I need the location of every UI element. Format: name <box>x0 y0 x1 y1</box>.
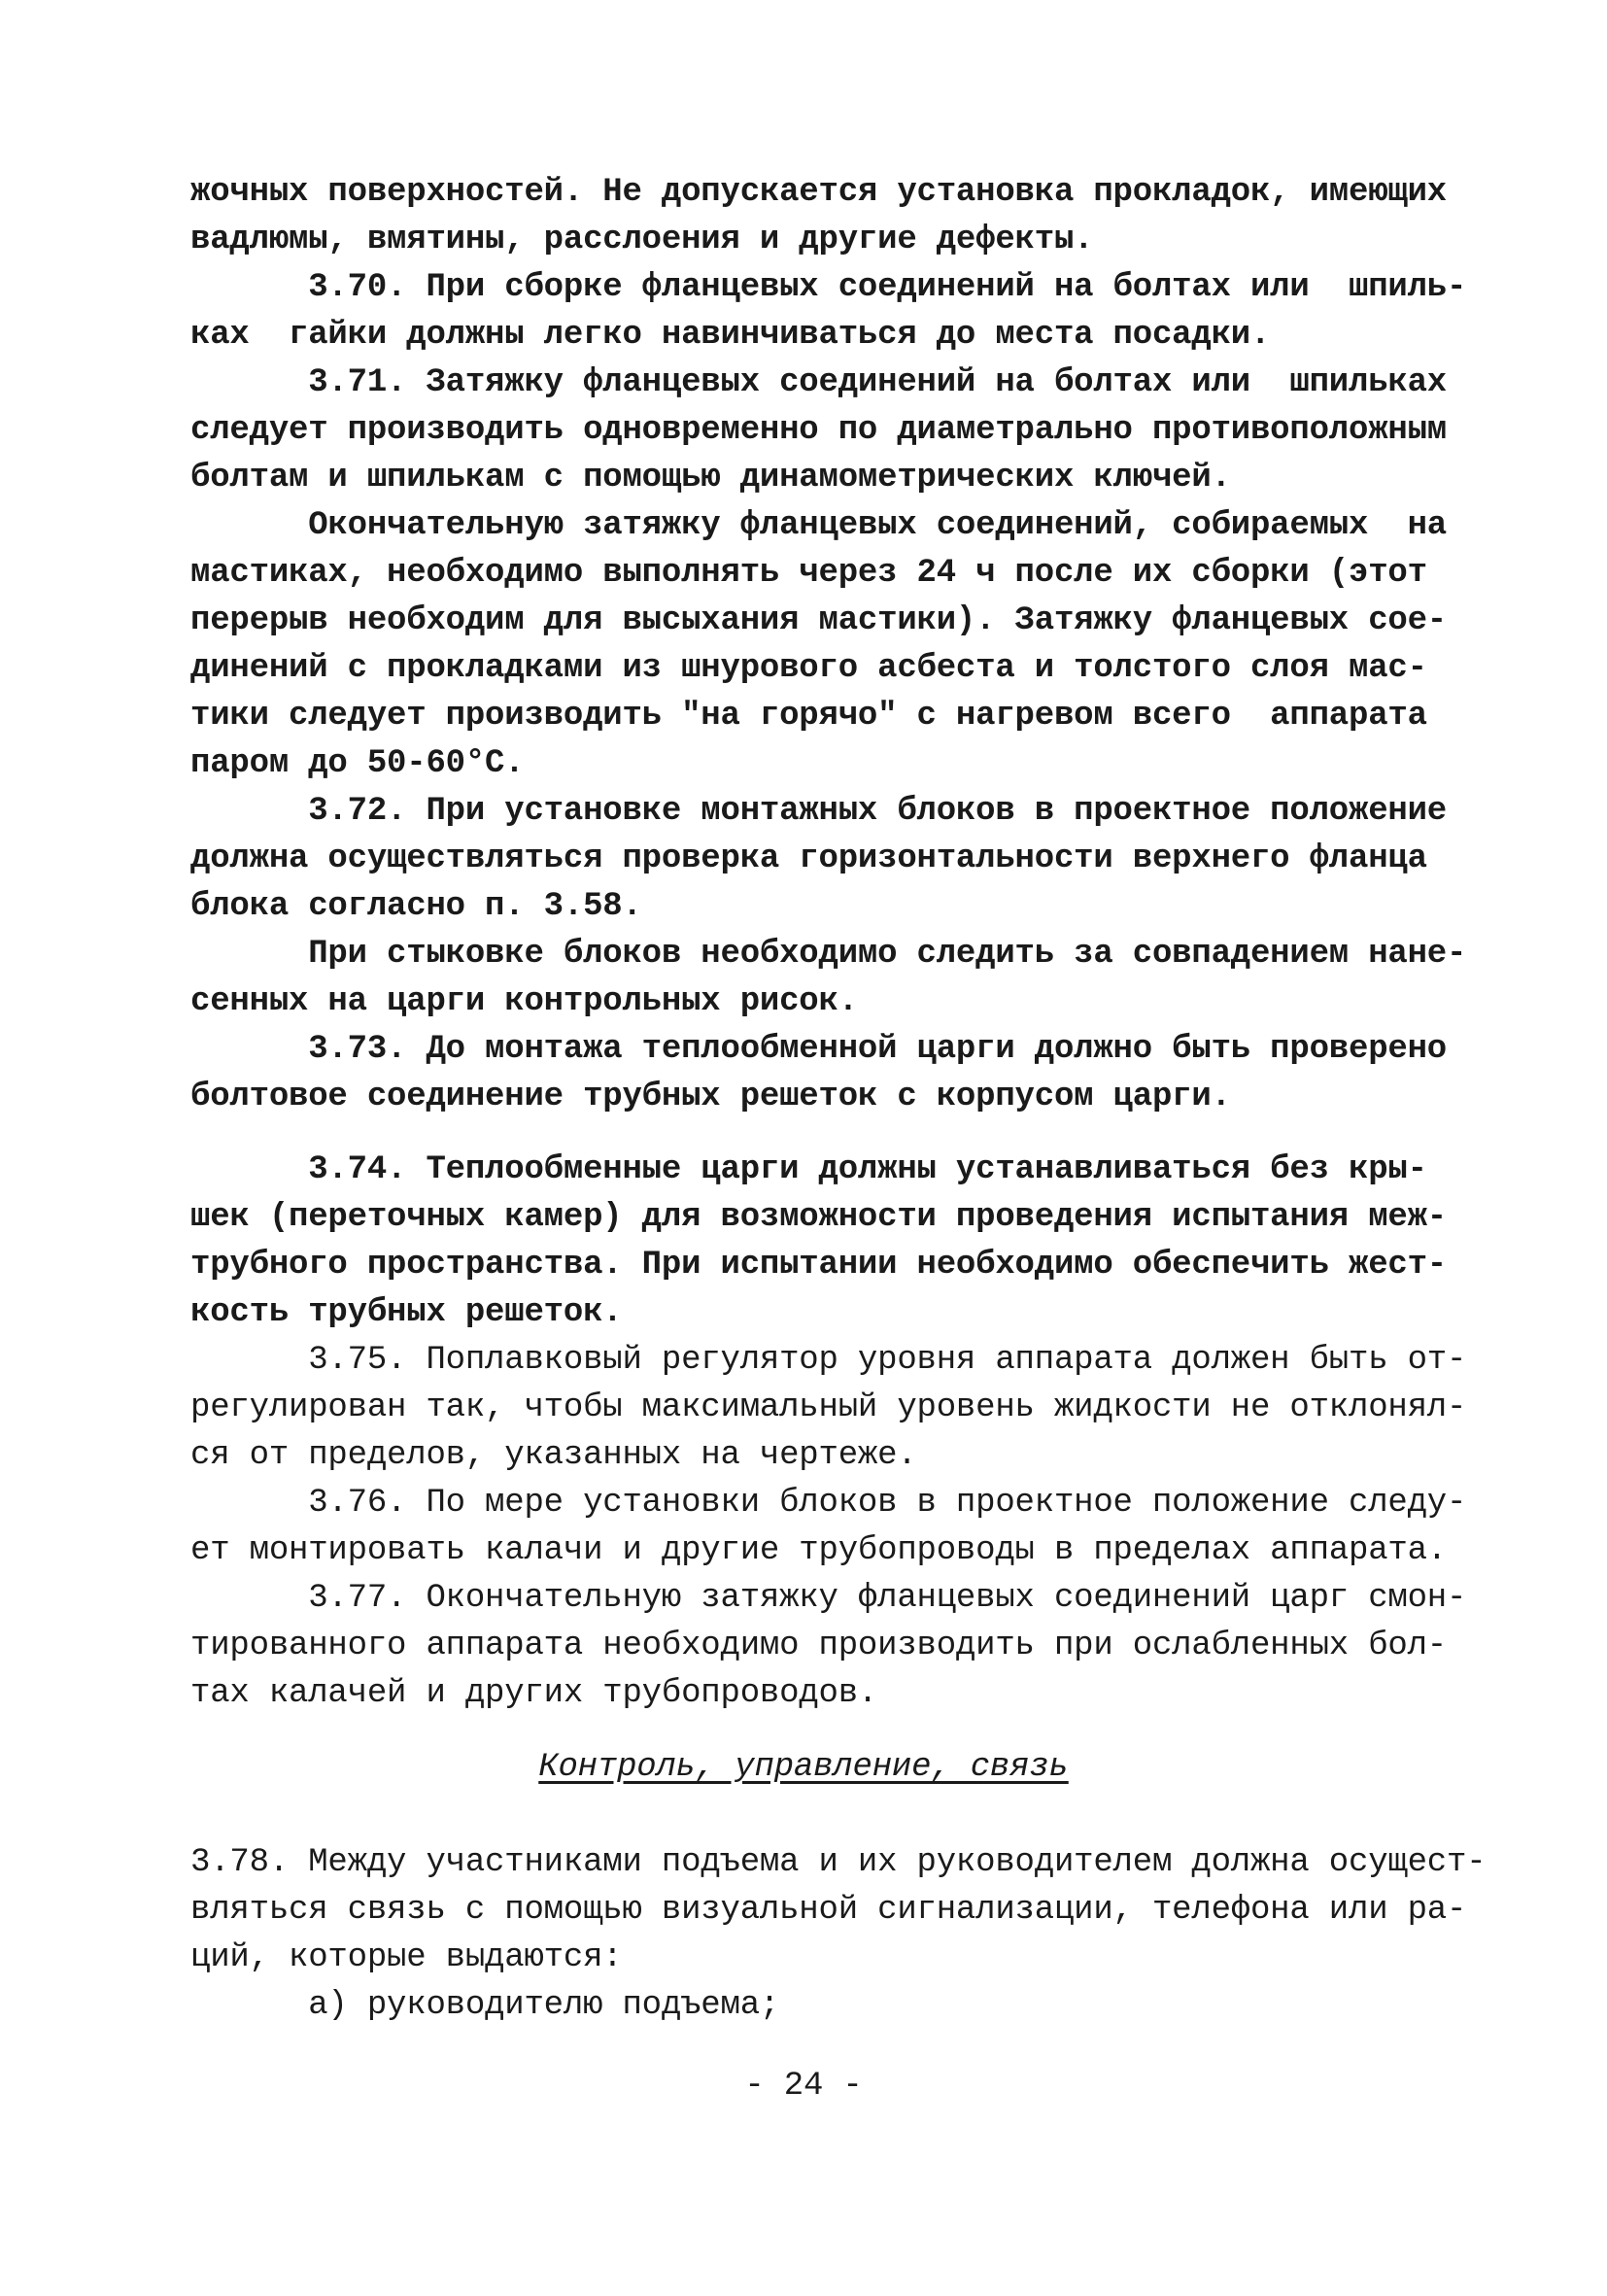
text-line: 3.72. При установке монтажных блоков в проектное положение <box>190 793 1448 830</box>
text-line: 3.78. Между участниками подъема и их руководителем должна осущест- <box>190 1844 1487 1881</box>
text-line: перерыв необходим для высыхания мастики). Затяжку фланцевых сое- <box>190 602 1448 639</box>
text-line: Окончательную затяжку фланцевых соединений, собираемых на <box>190 507 1448 544</box>
text-line: блока согласно п. 3.58. <box>190 888 642 925</box>
text-line: ций, которые выдаются: <box>190 1939 623 1976</box>
text-line: кость трубных решеток. <box>190 1294 623 1331</box>
text-line: тированного аппарата необходимо производить при ослабленных бол- <box>190 1628 1448 1664</box>
text-line: ках гайки должны легко навинчиваться до места посадки. <box>190 317 1271 354</box>
text-line: 3.71. Затяжку фланцевых соединений на болтах или шпильках <box>190 364 1448 401</box>
text-line: шек (переточных камер) для возможности проведения испытания меж- <box>190 1199 1448 1236</box>
text-line: 3.77. Окончательную затяжку фланцевых соединений царг смон- <box>190 1580 1467 1617</box>
text-line: 3.76. По мере установки блоков в проектное положение следу- <box>190 1485 1467 1522</box>
section-heading: Контроль, управление, связь <box>538 1749 1069 1786</box>
text-line: сенных на царги контрольных рисок. <box>190 983 858 1020</box>
text-line: динений с прокладками из шнурового асбеста и толстого слоя мас- <box>190 650 1427 687</box>
text-line: тики следует производить "на горячо" с нагревом всего аппарата <box>190 698 1427 735</box>
page-number: - 24 - <box>744 2068 863 2105</box>
text-line: а) руководителю подъема; <box>190 1987 780 2024</box>
text-line: трубного пространства. При испытании необходимо обеспечить жест- <box>190 1247 1448 1284</box>
text-line: ет монтировать калачи и другие трубопроводы в пределах аппарата. <box>190 1532 1448 1569</box>
text-line: паром до 50-60°С. <box>190 745 525 782</box>
text-line: 3.75. Поплавковый регулятор уровня аппарата должен быть от- <box>190 1342 1467 1379</box>
text-line: болтовое соединение трубных решеток с корпусом царги. <box>190 1079 1231 1115</box>
text-line: жочных поверхностей. Не допускается установка прокладок, имеющих <box>190 174 1448 211</box>
text-line: 3.74. Теплообменные царги должны устанавливаться без кры- <box>190 1151 1427 1188</box>
text-line: мастиках, необходимо выполнять через 24 ч после их сборки (этот <box>190 555 1427 592</box>
text-line: вадлюмы, вмятины, расслоения и другие дефекты. <box>190 222 1094 258</box>
text-line: вляться связь с помощью визуальной сигнализации, телефона или ра- <box>190 1892 1467 1929</box>
text-line: болтам и шпилькам с помощью динамометрических ключей. <box>190 460 1231 497</box>
text-line: ся от пределов, указанных на чертеже. <box>190 1437 917 1474</box>
text-line: следует производить одновременно по диаметрально противоположным <box>190 412 1448 449</box>
text-line: тах калачей и других трубопроводов. <box>190 1675 878 1712</box>
text-line: 3.70. При сборке фланцевых соединений на болтах или шпиль- <box>190 269 1467 306</box>
text-line: регулирован так, чтобы максимальный уровень жидкости не отклонял- <box>190 1389 1467 1426</box>
text-line: 3.73. До монтажа теплообменной царги должно быть проверено <box>190 1031 1448 1068</box>
text-line: должна осуществляться проверка горизонтальности верхнего фланца <box>190 840 1427 877</box>
text-line: При стыковке блоков необходимо следить за совпадением нане- <box>190 936 1467 973</box>
